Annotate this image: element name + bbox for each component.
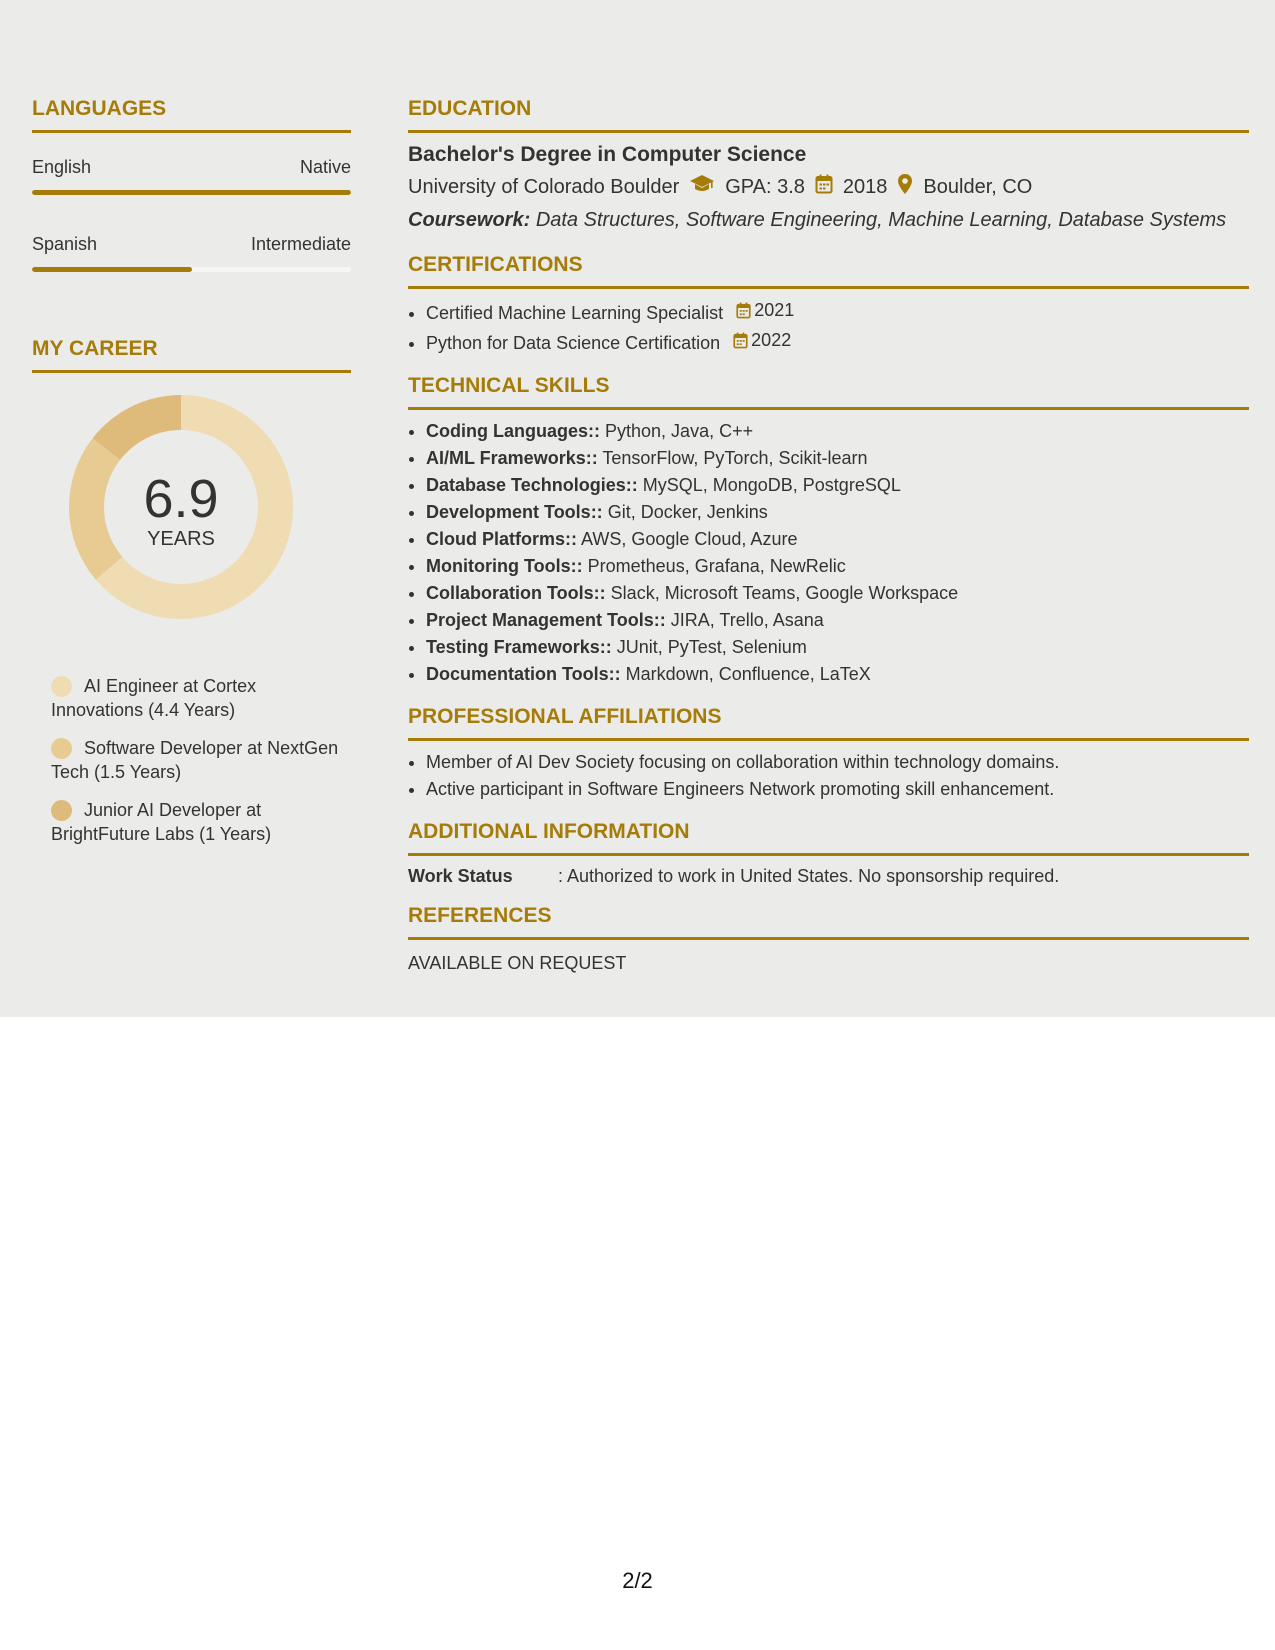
additional-info-section — [408, 815, 1249, 887]
work-status-value: : Authorized to work in United States. No sponsorship required. — [558, 866, 1060, 886]
certifications-title: CERTIFICATIONS — [408, 253, 583, 276]
certification-year: 2022 — [751, 330, 792, 350]
section-divider — [408, 937, 1249, 940]
legend-dot — [51, 738, 72, 759]
location-pin-icon — [897, 173, 913, 201]
list-item — [426, 526, 1249, 553]
coursework — [408, 209, 1249, 232]
career-legend-item — [51, 798, 351, 846]
language-item-english — [32, 157, 351, 195]
career-legend-item — [51, 736, 351, 784]
skill-value: Git, Docker, Jenkins — [607, 502, 768, 522]
section-divider — [408, 407, 1249, 410]
skill-label: AI/ML Frameworks:: — [426, 448, 598, 468]
skill-label: Monitoring Tools:: — [426, 556, 583, 576]
calendar-icon — [736, 302, 751, 319]
affiliations-list — [408, 749, 1249, 803]
education-section — [408, 92, 1249, 232]
legend-dot — [51, 676, 72, 697]
page-number: 2/2 — [622, 1568, 653, 1593]
skill-label: Collaboration Tools:: — [426, 583, 606, 603]
main-content — [408, 92, 1249, 974]
university-name: University of Colorado Boulder — [408, 175, 680, 198]
education-details — [408, 173, 1249, 201]
section-divider — [408, 286, 1249, 289]
legend-dot — [51, 800, 72, 821]
list-item — [426, 327, 1249, 357]
work-status-label: Work Status — [408, 866, 513, 886]
skill-value: Slack, Microsoft Teams, Google Workspace — [610, 583, 959, 603]
references-title: REFERENCES — [408, 904, 552, 927]
sidebar — [32, 92, 351, 844]
career-years-label: YEARS — [147, 528, 215, 550]
language-name: Spanish — [32, 234, 98, 254]
skill-label: Documentation Tools:: — [426, 664, 621, 684]
affiliations-section — [408, 700, 1249, 803]
career-legend-label: AI Engineer at Cortex Innovations (4.4 Years) — [51, 676, 257, 720]
list-item: • Active participant in Software Engineers Network promoting skill enhancement. — [426, 776, 1249, 803]
career-title: MY CAREER — [32, 337, 158, 360]
section-divider — [408, 738, 1249, 741]
career-donut-chart — [66, 392, 296, 622]
list-item: • Member of AI Dev Society focusing on collaboration within technology domains. — [426, 749, 1249, 776]
language-bar — [32, 190, 351, 195]
graduation-cap-icon — [689, 174, 715, 200]
career-legend-label: Software Developer at NextGen Tech (1.5 Years) — [51, 738, 339, 782]
list-item — [426, 297, 1249, 327]
skill-value: AWS, Google Cloud, Azure — [581, 529, 798, 549]
skill-value: JIRA, Trello, Asana — [670, 610, 824, 630]
list-item — [426, 634, 1249, 661]
degree-title: Bachelor's Degree in Computer Science — [408, 143, 807, 166]
list-item — [426, 445, 1249, 472]
list-item — [426, 418, 1249, 445]
section-divider — [408, 853, 1249, 856]
skill-value: Prometheus, Grafana, NewRelic — [587, 556, 846, 576]
section-divider — [408, 130, 1249, 133]
skill-label: Project Management Tools:: — [426, 610, 666, 630]
skill-value: JUnit, PyTest, Selenium — [616, 637, 807, 657]
certification-year: 2021 — [754, 300, 795, 320]
language-level: Native — [299, 157, 351, 177]
language-bar-fill — [32, 267, 192, 272]
skill-value: Markdown, Confluence, LaTeX — [625, 664, 871, 684]
career-total-years: 6.9 — [143, 469, 219, 529]
list-item — [426, 580, 1249, 607]
skill-label: Coding Languages:: — [426, 421, 600, 441]
languages-section — [32, 92, 351, 272]
skill-label: Development Tools:: — [426, 502, 603, 522]
coursework-list: Data Structures, Software Engineering, Machine Learning, Database Systems — [535, 209, 1227, 231]
skill-label: Testing Frameworks:: — [426, 637, 612, 657]
language-bar — [32, 267, 351, 272]
list-item — [426, 607, 1249, 634]
languages-title: LANGUAGES — [32, 97, 167, 120]
donut-slice-2 — [69, 438, 122, 579]
skill-value: MySQL, MongoDB, PostgreSQL — [642, 475, 901, 495]
skill-label: Database Technologies:: — [426, 475, 638, 495]
skill-value: Python, Java, C++ — [605, 421, 754, 441]
education-location: Boulder, CO — [923, 175, 1033, 198]
list-item — [426, 661, 1249, 688]
gpa: GPA: 3.8 — [725, 175, 805, 198]
career-legend-label: Junior AI Developer at BrightFuture Labs (1 Years) — [51, 800, 272, 844]
affiliations-title: PROFESSIONAL AFFILIATIONS — [408, 705, 722, 728]
career-legend — [51, 674, 351, 860]
skills-list — [408, 418, 1249, 688]
career-legend-item — [51, 674, 351, 722]
graduation-year: 2018 — [842, 175, 888, 198]
additional-info-title: ADDITIONAL INFORMATION — [408, 820, 690, 843]
certifications-list — [408, 297, 1249, 357]
list-item — [426, 499, 1249, 526]
references-section — [408, 899, 1249, 974]
references-text: AVAILABLE ON REQUEST — [408, 953, 627, 973]
coursework-label: Coursework: — [408, 209, 531, 231]
language-level: Intermediate — [250, 234, 351, 254]
career-section — [32, 332, 351, 373]
skill-label: Cloud Platforms:: — [426, 529, 577, 549]
certification-name: Python for Data Science Certification — [426, 333, 721, 353]
skills-section — [408, 369, 1249, 688]
language-item-spanish — [32, 234, 351, 272]
education-title: EDUCATION — [408, 97, 532, 120]
list-item — [426, 472, 1249, 499]
skill-value: TensorFlow, PyTorch, Scikit-learn — [602, 448, 868, 468]
certification-name: Certified Machine Learning Specialist — [426, 303, 724, 323]
list-item — [426, 553, 1249, 580]
section-divider — [32, 370, 351, 373]
skills-title: TECHNICAL SKILLS — [408, 374, 610, 397]
work-status-row — [408, 866, 1249, 887]
language-name: English — [32, 157, 92, 177]
calendar-icon — [815, 174, 833, 200]
calendar-icon — [733, 332, 748, 349]
certifications-section — [408, 248, 1249, 357]
section-divider — [32, 130, 351, 133]
language-bar-fill — [32, 190, 351, 195]
